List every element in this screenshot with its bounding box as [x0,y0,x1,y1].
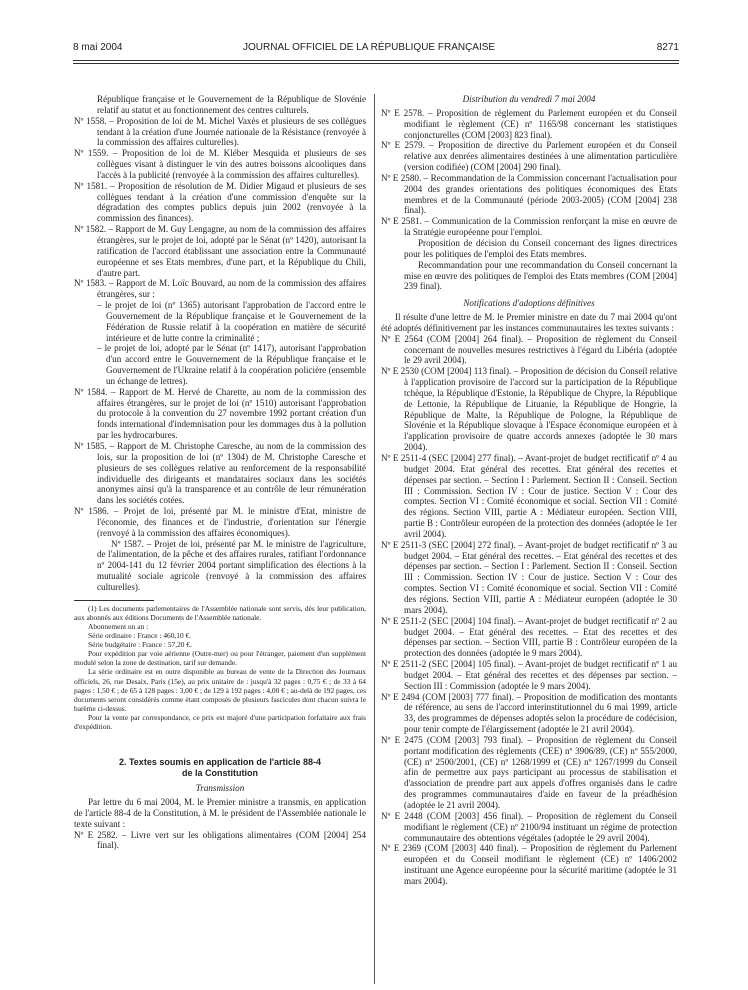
right-column [381,94,677,887]
list-item: Nº E 2511-4 (SEC [2004] 277 final). – Avant-projet de budget rectificatif nº 4 au budget 2004. Etat général des recettes. Etat général des recettes et dépenses par section. – Section I : Parlement. Section II : Conseil. Section III : Commission. Section IV : Cour de justice. Section V : Cour des comptes. Section VI : Comité économique et social. Section VII : Comité des régions. Section VIII, partie A : Médiateur européen. Section VIII, partie B : Contrôleur européen de la protection des données (adoptée le 1er avril 2004). [381,453,677,539]
list-item: Nº E 2475 (COM [2003] 793 final). – Proposition de règlement du Conseil portant modification des règlements (CEE) nº 3906/89, (CE) nº 555/2000, (CE) nº 2500/2001, (CE) nº 1268/1999 et (CE) nº 1267/1999 du Conseil afin de permettre aux pays participant au processus de stabilisation et d'association de prendre part aux appels d'offres organisés dans le cadre des programmes communautaires d'aide en faveur de la préadhésion (adoptée le 21 avril 2004). [381,734,677,810]
list-item: Nº E 2564 (COM [2004] 264 final). – Proposition de règlement du Conseil concernant de nouvelles mesures restrictives à l'égard du Libéria (adoptée le 29 avril 2004). [381,333,677,366]
paragraph: Par lettre du 6 mai 2004, M. le Premier ministre a transmis, en application de l'article 88-4 de la Constitution, à M. le président de l'Assemblée nationale le texte suivant : [74,796,366,829]
footnote: Série budgétaire : France : 57,20 €. [88,640,192,650]
list-item: Nº 1583. – Rapport de M. Loïc Bouvard, au nom de la commission des affaires étrangères, sur : [74,278,366,300]
list-item: Nº 1586. – Projet de loi, présenté par M. le ministre d'Etat, ministre de l'économie, des finances et de l'industrie, d'orientation sur l'énergie (renvoyé à la commission des affaires économiques). [74,506,366,538]
list-item: Nº 1587. – Projet de loi, présenté par M. le ministre de l'agriculture, de l'alimentation, de la pêche et des affaires rurales, ratifiant l'ordonnance nº 2004-141 du 12 février 2004 portant simplification des élections à la mutualité sociale agricole (renvoyé à la commission des affaires culturelles). [97,538,366,592]
list-item: Proposition de décision du Conseil concernant des lignes directrices pour les politiques de l'emploi des Etats membres. [404,237,677,259]
paragraph: République française et le Gouvernement de la République de Slovénie relatif au statut et au fonctionnement des centres culturels. [97,94,366,115]
list-item: Nº E 2578. – Proposition de règlement du Parlement européen et du Conseil modifiant le règlement (CE) nº 1165/98 concernant les statistiques conjoncturelles (COM [2003] 823 final). [381,107,677,140]
list-item: Nº 1585. – Rapport de M. Christophe Caresche, au nom de la commission des lois, sur la proposition de loi (nº 1304) de M. Christophe Caresche et plusieurs de ses collègues relative au renforcement de la responsabilité individuelle des dirigeants et mandataires sociaux dans les sociétés anonymes ainsi qu'à la transparence et au contrôle de leur rémunération dans les sociétés cotées. [74,441,366,506]
column-separator [374,94,375,984]
footnote: Pour la vente par correspondance, ce prix est majoré d'une participation forfaitaire aux frais d'expédition. [74,712,366,732]
list-item: Nº 1582. – Rapport de M. Guy Lengagne, au nom de la commission des affaires étrangères, sur le projet de loi, adopté par le Sénat (nº 1420), autorisant la ratification de l'accord établissant une association entre la Communauté européenne et ses Etats membres, d'une part, et la République du Chili, d'autre part. [74,224,366,278]
list-item: Recommandation pour une recommandation du Conseil concernant la mise en œuvre des politiques de l'emploi des Etats membres (COM [2004] 239 final). [404,259,677,292]
footnote: La série ordinaire est en outre disponible au bureau de vente de la Direction des Journaux officiels, 26, rue Desaix, Paris (15e), au prix unitaire de : jusqu'à 32 pages : 0,75 € ; de 33 à 64 pages : 1,50 € ; de 65 à 128 pages : 3,00 € ; de 129 à 192 pages : 4,00 € ; au-delà de 192 pages, ces documents seront considérés comme étant composés de plusieurs fascicules dont chacun suivra le barème ci-dessus. [74,667,366,713]
subsection-title: Transmission [195,783,245,794]
list-item: Nº 1558. – Proposition de loi de M. Michel Vaxès et plusieurs de ses collègues tendant à la création d'une Journée nationale de la Résistance (renvoyée à la commission des affaires culturelles). [74,115,366,148]
list-item: Nº E 2511-3 (SEC [2004] 272 final). – Avant-projet de budget rectificatif nº 3 au budget 2004. – Etat général des recettes. – Etat général des recettes et des dépenses par section. – Section I : Parlement. Section II : Conseil. Section III : Commission. Section IV : Cour de justice. Section V : Cour des comptes. Section VI : Comité économique et social. Section VII : Comité des régions. Section VIII, partie A : Médiateur européen (adoptée le 30 mars 2004). [381,539,677,615]
footnote: Abonnement un an : [88,622,149,631]
list-item: Nº E 2582. – Livre vert sur les obligations alimentaires (COM [2004] 254 final). [74,829,366,851]
subsection-title: Distribution du vendredi 7 mai 2004 [462,94,596,104]
paragraph: Il résulte d'une lettre de M. le Premier ministre en date du 7 mai 2004 qu'ont été adoptés définitivement par les instances communautaires les textes suivants : [381,312,677,333]
section-title [74,757,366,779]
list-item: Nº E 2511-2 (SEC [2004] 105 final). – Avant-projet de budget rectificatif nº 1 au budget 2004. – Etat général des recettes et des dépenses par section. – Section III : Commission (adoptée le 9 mars 2004). [381,659,677,691]
subsection-title: Notifications d'adoptions définitives [463,298,595,309]
list-item: Nº E 2369 (COM [2003] 440 final). – Proposition de règlement du Parlement européen et du Conseil modifiant le règlement (CE) nº 1406/2002 instituant une Agence européenne pour la sécurité maritime (adoptée le 31 mars 2004). [381,843,677,886]
footnote: Série ordinaire : France : 460,10 €. [88,631,192,641]
footnote: (1) Les documents parlementaires de l'Assemblée nationale sont servis, dès leur publication, aux abonnés aux éditions Documents de l'Assemblée nationale. [74,603,366,622]
header-title: JOURNAL OFFICIEL DE LA RÉPUBLIQUE FRANÇAISE [243,42,496,53]
sub-item: – le projet de loi (nº 1365) autorisant l'approbation de l'accord entre le Gouvernement de la République française et le Gouvernement de la Fédération de Russie relatif à la coopération en matière de sécurité intérieure et de lutte contre la criminalité ; [97,300,366,343]
header-page-number: 8271 [656,42,679,53]
list-item: Nº E 2511-2 (SEC [2004] 104 final). – Avant-projet de budget rectificatif nº 2 au budget 2004. – Etat général des recettes. – Etat des recettes et des dépenses par section. – Section VIII, partie B : Contrôleur européen de la protection des données (adoptée le 9 mars 2004). [381,615,677,659]
running-header [73,42,679,56]
list-item: Nº 1559. – Proposition de loi de M. Kléber Mesquida et plusieurs de ses collègues visant à distinguer le vin des autres boissons alcooliques dans l'accès à la publicité (renvoyée à la commission des affaires culturelles). [74,148,366,180]
list-item: Nº E 2581. – Communication de la Commission renforçant la mise en œuvre de la Stratégie européenne pour l'emploi. [381,216,677,238]
list-item: Nº E 2494 (COM [2003] 777 final). – Proposition de modification des montants de référence, au sens de l'accord interinstitutionnel du 6 mai 1999, article 33, des programmes de dépenses adoptés selon la procédure de codécision, pour tenir compte de l'élargissement (adoptée le 21 avril 2004). [381,691,677,735]
left-column [74,94,366,851]
section-title-line: de la Constitution [182,768,258,779]
header-rule [73,60,679,61]
list-item: Nº E 2530 (COM [2004] 113 final). – Proposition de décision du Conseil relative à l'application provisoire de l'accord sur la participation de la République tchèque, la République d'Estonie, la République de Chypre, la République de Lettonie, la République de Lituanie, la République de Hongrie, la République de Malte, la République de Pologne, la République de Slovénie et la République slovaque à l'Espace économique européen et à l'application provisoire de quatre accords annexes (adoptée le 30 mars 2004). [381,366,677,453]
list-item: Nº E 2448 (COM [2003] 456 final). – Proposition de règlement du Conseil modifiant le règlement (CE) nº 2100/94 instituant un régime de protection communautaire des obtentions végétales (adoptée le 29 avril 2004). [381,810,677,843]
list-item: Nº 1584. – Rapport de M. Hervé de Charette, au nom de la commission des affaires étrangères, sur le projet de loi (nº 1510) autorisant l'approbation du protocole à la convention du 27 novembre 1992 portant création d'un fonds international d'indemnisation pour les dommages dus à la pollution par les hydrocarbures. [74,386,366,441]
footnote: Pour expédition par voie aérienne (Outre-mer) ou pour l'étranger, paiement d'un supplément modulé selon la zone de destination, tarif sur demande. [74,649,366,668]
list-item: Nº E 2579. – Proposition de directive du Parlement européen et du Conseil relative aux denrées alimentaires destinées à une alimentation particulière (version codifiée) (COM [2004] 290 final). [381,140,677,173]
header-date: 8 mai 2004 [73,42,123,53]
list-item: Nº E 2580. – Recommandation de la Commission concernant l'actualisation pour 2004 des grandes orientations des politiques économiques des Etats membres et de la Communauté (période 2003-2005) (COM [2004] 238 final). [381,172,677,216]
section-title-line: 2. Textes soumis en application de l'article 88-4 [118,757,322,768]
header-rule-double [73,63,679,64]
sub-item: – le projet de loi, adopté par le Sénat (nº 1417), autorisant l'approbation d'un accord entre le Gouvernement de la République française et le Gouvernement de l'Ukraine relatif à la coopération policière (ensemble un échange de lettres). [97,343,366,386]
footnote-rule [74,600,154,601]
list-item: Nº 1581. – Proposition de résolution de M. Didier Migaud et plusieurs de ses collègues tendant à la création d'une commission d'enquête sur la dégradation des comptes publics depuis juin 2002 (renvoyée à la commission des finances). [74,180,366,224]
